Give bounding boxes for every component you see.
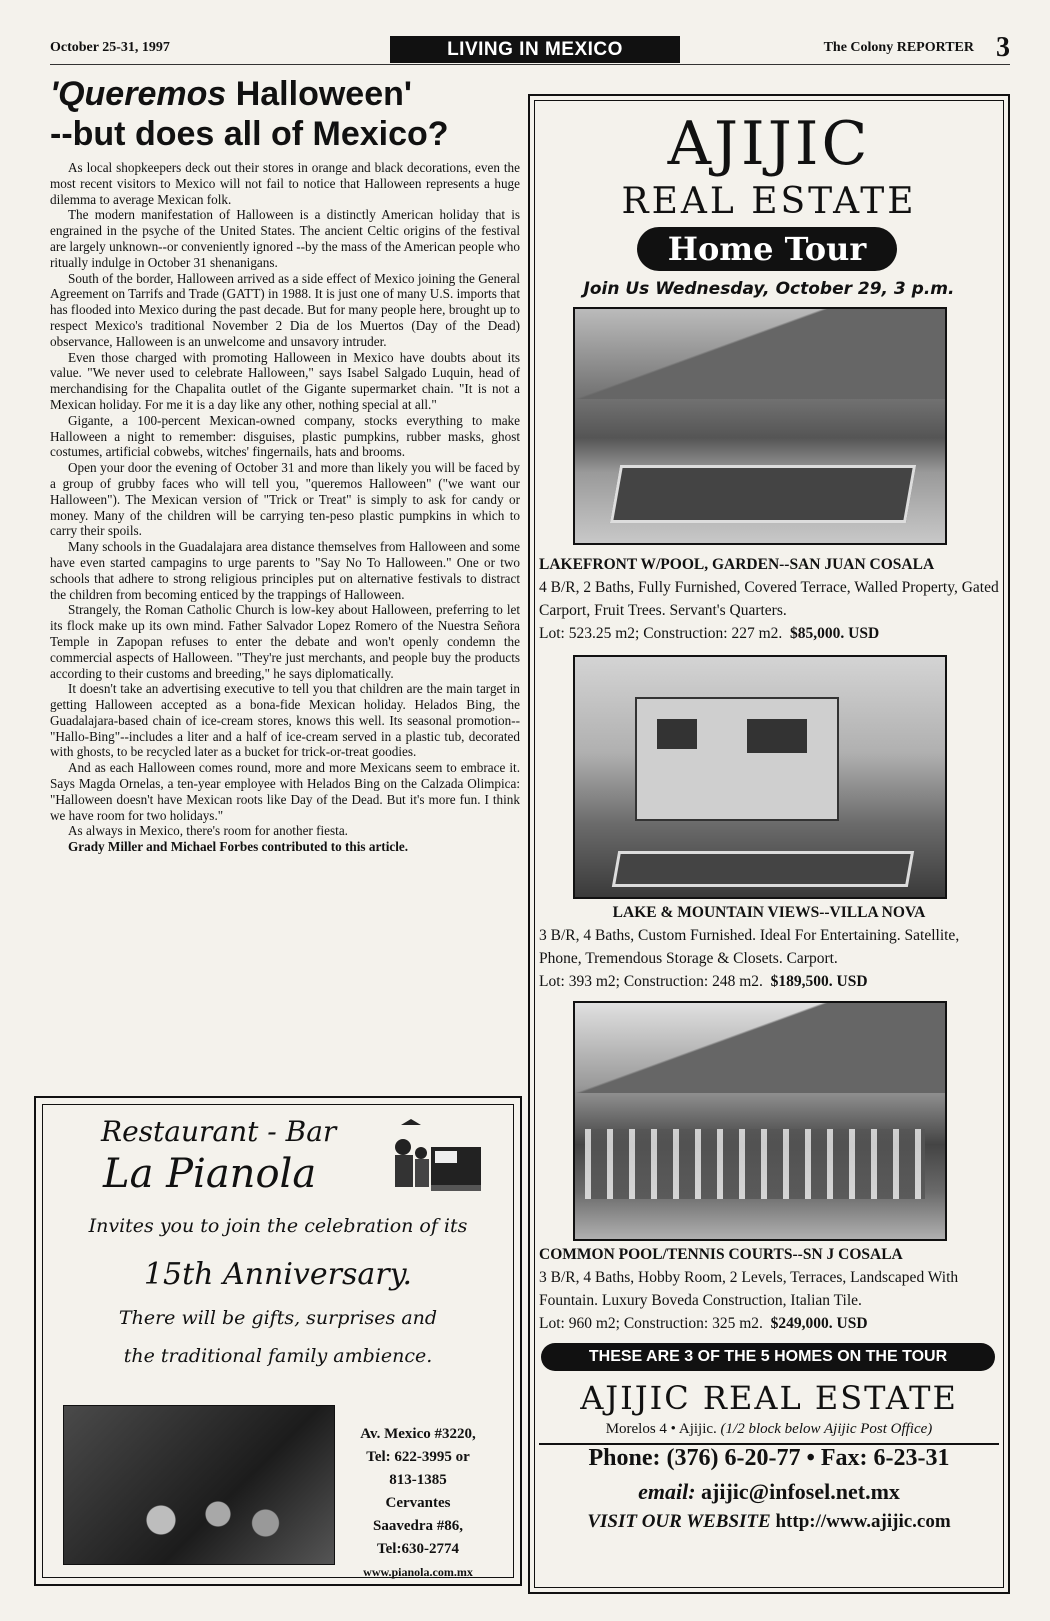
restaurant-type: Restaurant - Bar [101, 1115, 337, 1148]
listing-description: 3 B/R, 4 Baths, Hobby Room, 2 Levels, Terraces, Landscaped With Fountain. Luxury Boveda Construction, Italian Tile. [539, 1269, 959, 1309]
article-paragraph: And as each Halloween comes round, more and more Mexicans seem to embrace it. Says Magda Ornelas, a ten-year employee with Helados Bing on the Calzada Olimpica: "Halloween doesn't have Mexican roots like Day of the Dead. But it's more fun. I think we have room for two holidays." [50, 760, 520, 823]
agency-address [535, 1421, 1003, 1438]
restaurant-ad-inner-border [42, 1104, 514, 1578]
article-paragraph: Even those charged with promoting Halloween in Mexico have doubts about its value. "We never used to celebrate Halloween," says Isabel Salgado Luquin, head of merchandising for the Chapalita outlet of the Gigante supermarket chain. "It is not a Mexican holiday. For me it is a day like any other, nothing special at all." [50, 349, 520, 412]
article-paragraph: It doesn't take an advertising executive to tell you that children are the main target in getting Halloween accepted as a bona-fide Mexican holiday. Helados Bing, the Guadalajara-based chain of ice-cream stores, knows this well. Its seasonal promotion--"Hallo-Bing"--includes a liter and a half of ice-cream served in a plastic tub, decorated with ghosts, to be recycled later as a bucket for trick-or-treat goodies. [50, 681, 520, 760]
restaurant-address-1: Av. Mexico #3220, [360, 1426, 476, 1442]
article-paragraph: As always in Mexico, there's room for another fiesta. [68, 823, 348, 839]
article-paragraph: South of the border, Halloween arrived as a side effect of Mexico joining the General Agreement on Tarrifs and Trade (GATT) in 1988. It is just one of many U.S. imports that has flooded into Mexico during the past decade. But for many people here, brought up to respect Mexico's traditional November 2 Dia de los Muertos (Day of the Dead) observance, Halloween is an unwelcome and unsavory intruder. [50, 270, 520, 349]
article-paragraph: Strangely, the Roman Catholic Church is low-key about Halloween, preferring to let its flock make up its own mind. Father Salvador Lopez Romero of the Nuestra Señora Temple in Zapopan refuses to enter the debate and won't openly condemn the commercial aspects of Halloween. "They're just merchants, and people buy the products according to their customs and breeding," he says diplomatically. [50, 602, 520, 681]
headline-part: Halloween' [226, 75, 412, 113]
page-number: 3 [996, 32, 1010, 63]
listing-price: $249,000. USD [770, 1315, 868, 1332]
listing-title: LAKE & MOUNTAIN VIEWS--VILLA NOVA [612, 904, 926, 921]
listing-description: 4 B/R, 2 Baths, Fully Furnished, Covered Terrace, Walled Property, Gated Carport, Fruit Trees. Servant's Quarters. [539, 579, 999, 619]
section-banner: LIVING IN MEXICO [390, 36, 680, 63]
restaurant-ad [34, 1096, 522, 1586]
article-paragraph: Open your door the evening of October 31 and more than likely you will be faced by a group of grubby faces who will tell you, "queremos Halloween" ("we want our Halloween"). The Mexican version of "Trick or Treat" is simply to ask for candy or money. Many of the children will be carrying ten-peso plastic pumpkins in which to carry their spoils. [50, 460, 520, 539]
restaurant-tel-2: Tel:630-2774 [377, 1541, 459, 1557]
agency-website [535, 1511, 1003, 1533]
header-rule [50, 64, 1010, 65]
agency-phone: Phone: (376) 6-20-77 • Fax: 6-23-31 [588, 1445, 950, 1471]
article-body [50, 160, 520, 855]
headline-italic: 'Queremos [50, 75, 227, 113]
listing-2 [539, 901, 999, 993]
listing-title: COMMON POOL/TENNIS COURTS--SN J COSALA [539, 1246, 903, 1263]
listing-lot: Lot: 523.25 m2; Construction: 227 m2. [539, 625, 783, 642]
newspaper-name: The Colony REPORTER [823, 40, 974, 55]
restaurant-invite: Invites you to join the celebration of its [88, 1215, 468, 1237]
restaurant-name: La Pianola [103, 1151, 317, 1197]
article-paragraph: Gigante, a 100-percent Mexican-owned company, stocks everything to make Halloween a night to remember: disguises, plastic pumpkins, rubber masks, ghost costumes, artificial cobwebs, witches' fingernails, hats and brooms. [50, 412, 520, 460]
agency-street: Morelos 4 • Ajijic. [605, 1421, 717, 1437]
listing-photo-pool [573, 307, 947, 545]
home-tour-badge: Home Tour [637, 227, 897, 271]
agency-logo-sub: REAL ESTATE [621, 181, 917, 222]
tour-banner: THESE ARE 3 OF THE 5 HOMES ON THE TOUR [541, 1343, 995, 1371]
restaurant-contact [343, 1423, 493, 1584]
restaurant-tel-1b: 813-1385 [389, 1472, 447, 1488]
article-paragraph: The modern manifestation of Halloween is a distinctly American holiday that is engrained in the psyche of the United States. The ancient Celtic origins of the festival are largely unknown--or conveniently ignored --by the mass of the American people who ritually indulge in October 31 shenanigans. [50, 207, 520, 270]
article-paragraph: As local shopkeepers deck out their stores in orange and black decorations, even the most recent visitors to Mexico will not fail to notice that Halloween represents a huge dilemma to average Mexican folk. [50, 160, 520, 207]
listing-3 [539, 1243, 999, 1335]
listing-description: 3 B/R, 4 Baths, Custom Furnished. Ideal For Entertaining. Satellite, Phone, Tremendous Storage & Closets. Carport. [539, 927, 960, 967]
listing-photo-gated [573, 1001, 947, 1241]
listing-lot: Lot: 393 m2; Construction: 248 m2. [539, 973, 763, 990]
website-link[interactable]: http://www.ajijic.com [775, 1511, 951, 1532]
agency-address-note: (1/2 block below Ajijic Post Office) [720, 1421, 933, 1437]
website-label: VISIT OUR WEBSITE [587, 1511, 771, 1532]
page-header [50, 32, 1010, 66]
tour-date: Join Us Wednesday, October 29, 3 p.m. [583, 279, 955, 299]
listing-1 [539, 553, 999, 645]
restaurant-anniversary: 15th Anniversary. [143, 1257, 413, 1292]
restaurant-address-2b: Saavedra #86, [373, 1518, 463, 1534]
restaurant-address-2a: Cervantes [385, 1495, 451, 1511]
real-estate-ad-inner-border [534, 100, 1004, 1588]
agency-logo-bottom: AJIJIC REAL ESTATE [580, 1379, 958, 1417]
email-label: email: [638, 1479, 696, 1504]
piano-illustration-icon [381, 1117, 491, 1197]
listing-photo-villa [573, 655, 947, 899]
headline-line2: --but does all of Mexico? [50, 115, 449, 153]
real-estate-ad [528, 94, 1010, 1594]
listing-price: $85,000. USD [790, 625, 880, 642]
restaurant-ambience: the traditional family ambience. [123, 1345, 433, 1367]
restaurant-website-link[interactable]: www.pianola.com.mx [363, 1565, 473, 1579]
agency-logo-top: AJIJIC [667, 109, 871, 179]
listing-price: $189,500. USD [770, 973, 868, 990]
article-paragraph: Many schools in the Guadalajara area distance themselves from Halloween and some have even started campagins to urge parents to "Say No To Halloween." One or two schools that adhere to strong religious principles put on alternative festivals to distract the children from becoming enticed by the trappings of Halloween. [50, 539, 520, 602]
listing-title: LAKEFRONT W/POOL, GARDEN--SAN JUAN COSALA [539, 556, 935, 573]
article-headline [50, 74, 520, 154]
restaurant-gifts: There will be gifts, surprises and [118, 1307, 438, 1329]
agency-email [535, 1479, 1003, 1505]
issue-date: October 25-31, 1997 [50, 40, 170, 55]
article-credit: Grady Miller and Michael Forbes contributed to this article. [68, 839, 409, 855]
restaurant-tel-1: Tel: 622-3995 or [366, 1449, 470, 1465]
restaurant-photo [63, 1405, 335, 1565]
email-link[interactable]: ajijic@infosel.net.mx [701, 1479, 900, 1504]
listing-lot: Lot: 960 m2; Construction: 325 m2. [539, 1315, 763, 1332]
